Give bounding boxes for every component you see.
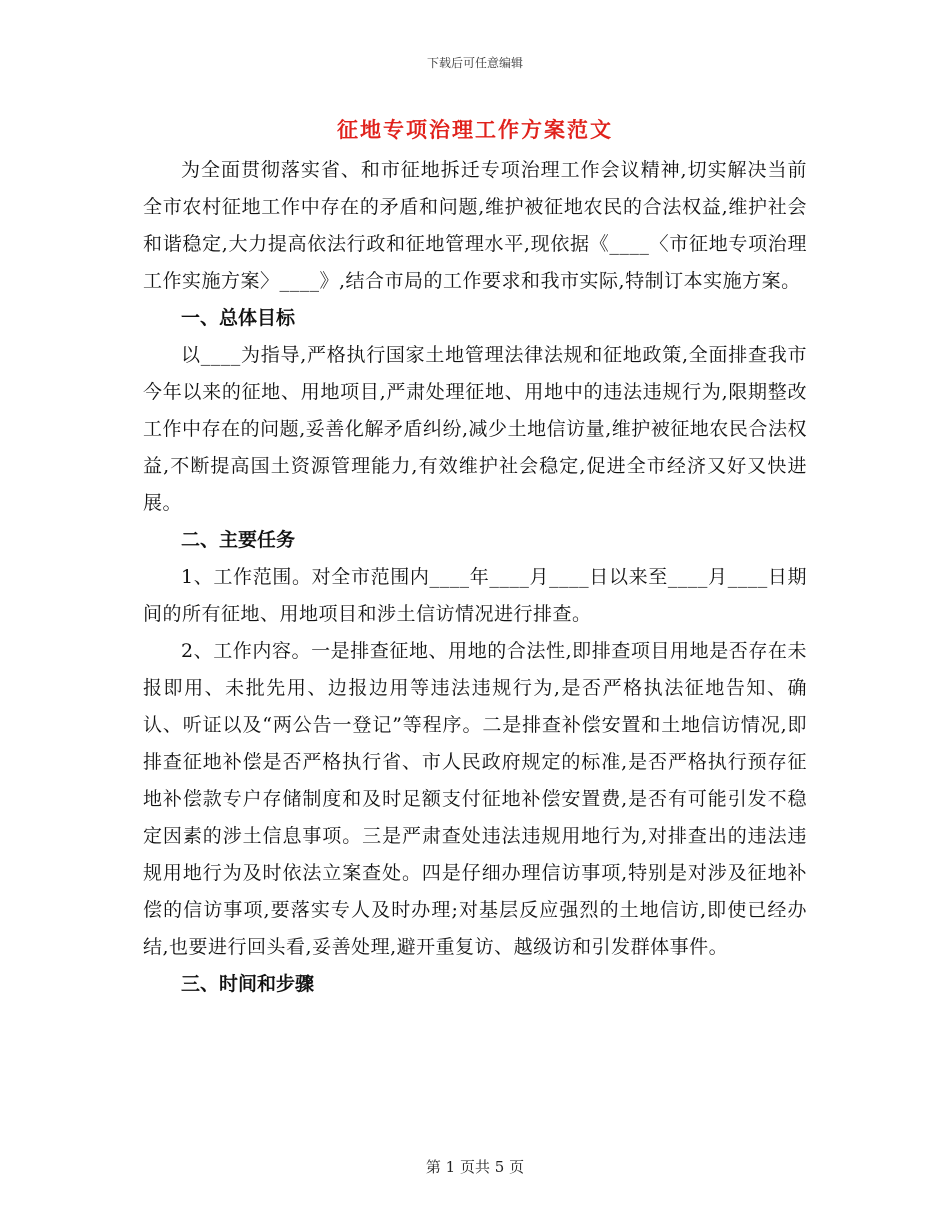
page-header: 下载后可任意编辑 [426,56,523,70]
work-content-paragraph: 2、工作内容。一是排查征地、用地的合法性,即排查项目用地是否存在未报即用、未批先用、边报边用等违法违规行为,是否严格执法征地告知、确认、听证以及“两公告一登记”等程序。二是排查补偿安置和土地信访情况,即排查征地补偿是否严格执行省、市人民政府规定的标准,是否严格执行预存征地补偿款专户存储制度和及时足额支付征地补偿安置费,是否有可能引发不稳定因素的涉土信息事项。三是严肃查处违法违规用地行为,对排查出的违法违规用地行为及时依法立案查处。四是仔细办理信访事项,特别是对涉及征地补偿的信访事项,要落实专人及时办理;对基层反应强烈的土地信访,即使已经办结,也要进行回头看,妥善处理,避开重复访、越级访和引发群体事件。 [143,640,807,958]
intro-paragraph: 为全面贯彻落实省、和市征地拆迁专项治理工作会议精神,切实解决当前全市农村征地工作中存在的矛盾和问题,维护被征地农民的合法权益,维护社会和谐稳定,大力提高依法行政和征地管理水平,现依据《____〈市征地专项治理工作实施方案〉____》,结合市局的工作要求和我市实际,特制订本实施方案。 [143,159,807,292]
document-body [143,152,807,1003]
document-title: 征地专项治理工作方案范文 [337,117,613,142]
page-footer: 第 1 页共 5 页 [425,1158,525,1176]
work-scope-paragraph: 1、工作范围。对全市范围内____年____月____日以来至____月____日期间的所有征地、用地项目和涉土信访情况进行排查。 [143,566,807,625]
overall-goal-paragraph: 以____为指导,严格执行国家土地管理法律法规和征地政策,全面排查我市今年以来的征地、用地项目,严肃处理征地、用地中的违法违规行为,限期整改工作中存在的问题,妥善化解矛盾纠纷,减少土地信访量,维护被征地农民合法权益,不断提高国土资源管理能力,有效维护社会稳定,促进全市经济又好又快进展。 [143,344,807,514]
section-heading-main-tasks: 二、主要任务 [181,529,296,551]
section-heading-overall-goal: 一、总体目标 [181,307,296,329]
section-heading-time-steps: 三、时间和步骤 [181,973,315,995]
